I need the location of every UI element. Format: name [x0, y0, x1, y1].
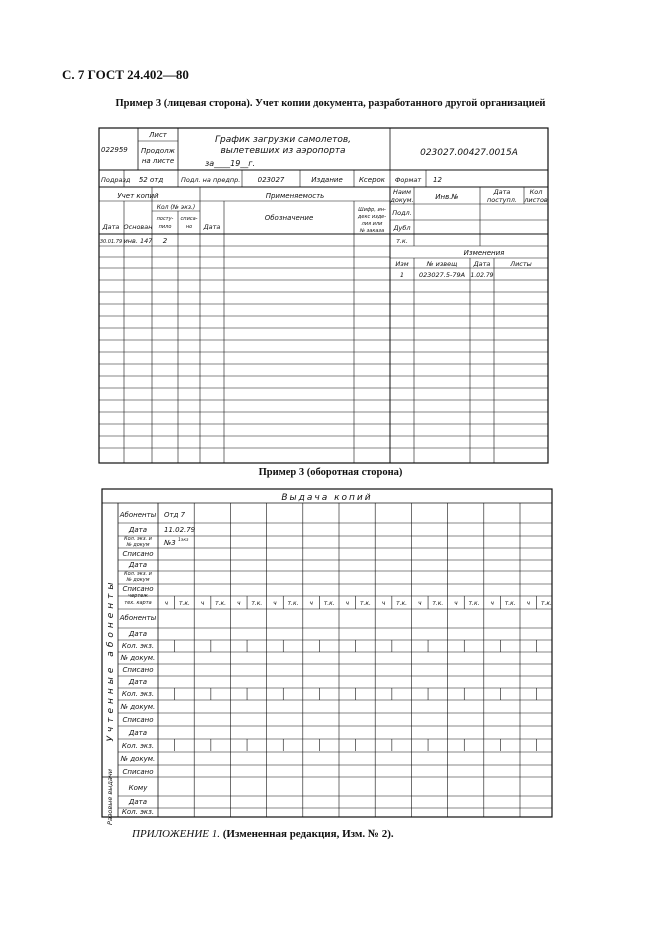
back-tk-col-2: т.к.: [215, 600, 227, 607]
front-notice-label: № извещ: [426, 260, 458, 268]
front-cont-label-1: Продолж: [141, 147, 175, 155]
front-doc-no: 022959: [101, 146, 128, 154]
back-tk-col-1: т.к.: [178, 600, 190, 607]
front-change-sheets-label: Листы: [510, 260, 532, 268]
back-abonents-label-2: Абоненты: [119, 614, 157, 622]
front-title-line-1: График загрузки самолетов,: [214, 135, 352, 145]
back-ch-col-5: ч: [309, 600, 313, 607]
front-dup-label: Дубл: [393, 224, 411, 232]
back-ch-col-11: ч: [526, 600, 531, 607]
back-tk-col-11: т.к.: [540, 600, 552, 607]
front-cont-label-2: на листе: [141, 157, 175, 165]
back-title: Выдача копий: [281, 493, 373, 503]
front-edition-label: Издание: [311, 176, 343, 184]
back-ch-col-2: ч: [200, 600, 205, 607]
front-written-off-label-2: но: [185, 224, 193, 230]
back-date-label-3: Дата: [128, 630, 148, 638]
back-tk-col-8: т.к.: [432, 600, 444, 607]
front-format-value: 12: [433, 176, 442, 184]
back-copies-doc-label-2b: № докум: [126, 577, 150, 583]
footer-appendix: ПРИЛОЖЕНИЕ 1.: [132, 828, 220, 840]
page-header: С. 7 ГОСТ 24.402—80: [62, 67, 189, 82]
back-to-whom-label: Кому: [128, 784, 148, 792]
front-index-label-1: Шифр, ин-: [358, 207, 386, 213]
back-tk-col-10: т.к.: [504, 600, 516, 607]
front-tk-label: т.к.: [396, 237, 408, 245]
back-ch-col-3: ч: [236, 600, 241, 607]
back-tk-col-3: т.к.: [251, 600, 263, 607]
front-qty-label: Кол (№ экз.): [156, 204, 196, 211]
back-copies-doc-label-1: Кол. экз. и: [124, 536, 152, 542]
back-tk-col-4: т.к.: [287, 600, 299, 607]
front-xerox-label: Ксерок: [358, 176, 386, 184]
front-sheets-count-label-1: Кол: [529, 188, 543, 196]
back-date-label-6: Дата: [128, 798, 148, 806]
front-format-label: Формат: [394, 176, 422, 184]
front-change-row-no: 1: [399, 271, 405, 279]
front-row1-qty: 2: [162, 237, 168, 245]
back-ch-label-1: чертеж: [128, 593, 148, 599]
back-ch-col-10: ч: [490, 600, 494, 607]
back-vertical-label-bottom: Разовые выдачи: [106, 769, 114, 825]
back-kol-label-2: Кол. экз.: [121, 690, 155, 698]
front-dept-label: Подразд: [101, 176, 131, 184]
back-ch-label-2: тех. карта: [124, 600, 152, 606]
front-name-label-2: докум.: [390, 196, 414, 204]
back-kol-label-1: Кол. экз.: [121, 642, 155, 650]
front-date-recv-label-1: Дата: [493, 188, 511, 196]
front-index-label-2: декс изде-: [357, 214, 387, 220]
front-received-label-2: пило: [158, 224, 172, 230]
front-written-off-label-1: списа-: [180, 216, 198, 222]
back-ch-col-7: ч: [381, 600, 386, 607]
back-copies-doc-sup: 1экз: [178, 538, 189, 543]
back-ch-col-8: ч: [417, 600, 422, 607]
back-ch-col-1: ч: [164, 600, 169, 607]
front-title-line-3: за____19__г.: [204, 159, 256, 168]
front-designation: 023027.00427.0015А: [420, 148, 518, 158]
back-date-value: 11.02.79: [164, 526, 196, 534]
back-kol-label-4: Кол. экз.: [121, 808, 155, 816]
back-written-off-label: Списано: [122, 550, 154, 558]
back-written-off-label-5: Списано: [122, 768, 154, 776]
back-abonents-label: Абоненты: [119, 511, 157, 519]
back-copies-doc-label-2: № докум: [126, 542, 150, 548]
front-change-row-date: 1.02.79: [470, 272, 494, 279]
front-caption: Пример 3 (лицевая сторона). Учет копии документа, разработанного другой организацией: [115, 98, 546, 109]
back-ch-col-4: ч: [273, 600, 277, 607]
front-change-no-label: Изм: [395, 260, 409, 268]
back-tk-col-7: т.к.: [396, 600, 408, 607]
back-tk-col-9: т.к.: [468, 600, 480, 607]
front-sheet-label: Лист: [149, 131, 167, 139]
back-caption: Пример 3 (оборотная сторона): [258, 467, 403, 478]
front-enterprise-label: Подл. на предпр.: [181, 176, 241, 184]
front-date-label: Дата: [102, 223, 120, 231]
front-inv-label: Инв.№: [435, 193, 459, 201]
back-vertical-label: Учтенные абоненты: [106, 578, 116, 742]
front-name-label-1: Наим: [393, 188, 411, 196]
back-kol-label-3: Кол. экз.: [121, 742, 155, 750]
back-ch-col-9: ч: [454, 600, 458, 607]
back-abonents-value: Отд 7: [164, 511, 186, 519]
back-written-off-label-4: Списано: [122, 716, 154, 724]
front-date2-label: Дата: [203, 223, 221, 231]
front-row1-date: 30.01.79: [99, 239, 123, 245]
front-title-line-2: вылетевших из аэропорта: [220, 146, 346, 156]
front-sheets-count-label-2: листов: [524, 196, 548, 204]
front-orig-label: Подл.: [392, 209, 412, 217]
back-doc-no-label-2: № докум.: [120, 703, 156, 711]
front-change-row-notice: 023027.5-79А: [418, 271, 466, 279]
front-index-label-4: № заказа: [359, 228, 385, 234]
back-tk-col-5: т.к.: [323, 600, 335, 607]
front-copies-label: Учет копий: [117, 192, 159, 200]
front-basis-label: Основан: [123, 223, 153, 231]
front-applicability-label: Применяемость: [265, 192, 325, 200]
back-date-label-5: Дата: [128, 729, 148, 737]
back-copies-doc-label-2a: Кол. экз. и: [124, 571, 152, 577]
back-date-label-2: Дата: [128, 561, 148, 569]
back-written-off-label-3: Списано: [122, 666, 154, 674]
back-date-label-4: Дата: [128, 678, 148, 686]
front-received-label-1: посту-: [156, 216, 174, 222]
front-enterprise-value: 023027: [257, 176, 285, 184]
back-ch-col-6: ч: [345, 600, 350, 607]
front-changes-label: Изменения: [463, 249, 505, 257]
footer-edit-note: (Измененная редакция, Изм. № 2).: [222, 828, 394, 840]
front-dept-value: 52 отд: [138, 176, 164, 184]
back-doc-no-label-1: № докум.: [120, 654, 156, 662]
front-date-recv-label-2: поступл.: [487, 196, 517, 204]
front-row1-basis: инв. 147: [123, 237, 153, 245]
back-tk-col-6: т.к.: [359, 600, 371, 607]
back-doc-no-label-3: № докум.: [120, 755, 156, 763]
back-date-label: Дата: [128, 526, 148, 534]
back-written-off-label-2: Списано: [122, 585, 154, 593]
front-designation-label: Обозначение: [264, 214, 314, 222]
front-change-date-label: Дата: [473, 260, 491, 268]
back-copies-doc-value: №3: [164, 539, 176, 547]
front-index-label-3: лия или: [361, 221, 383, 227]
